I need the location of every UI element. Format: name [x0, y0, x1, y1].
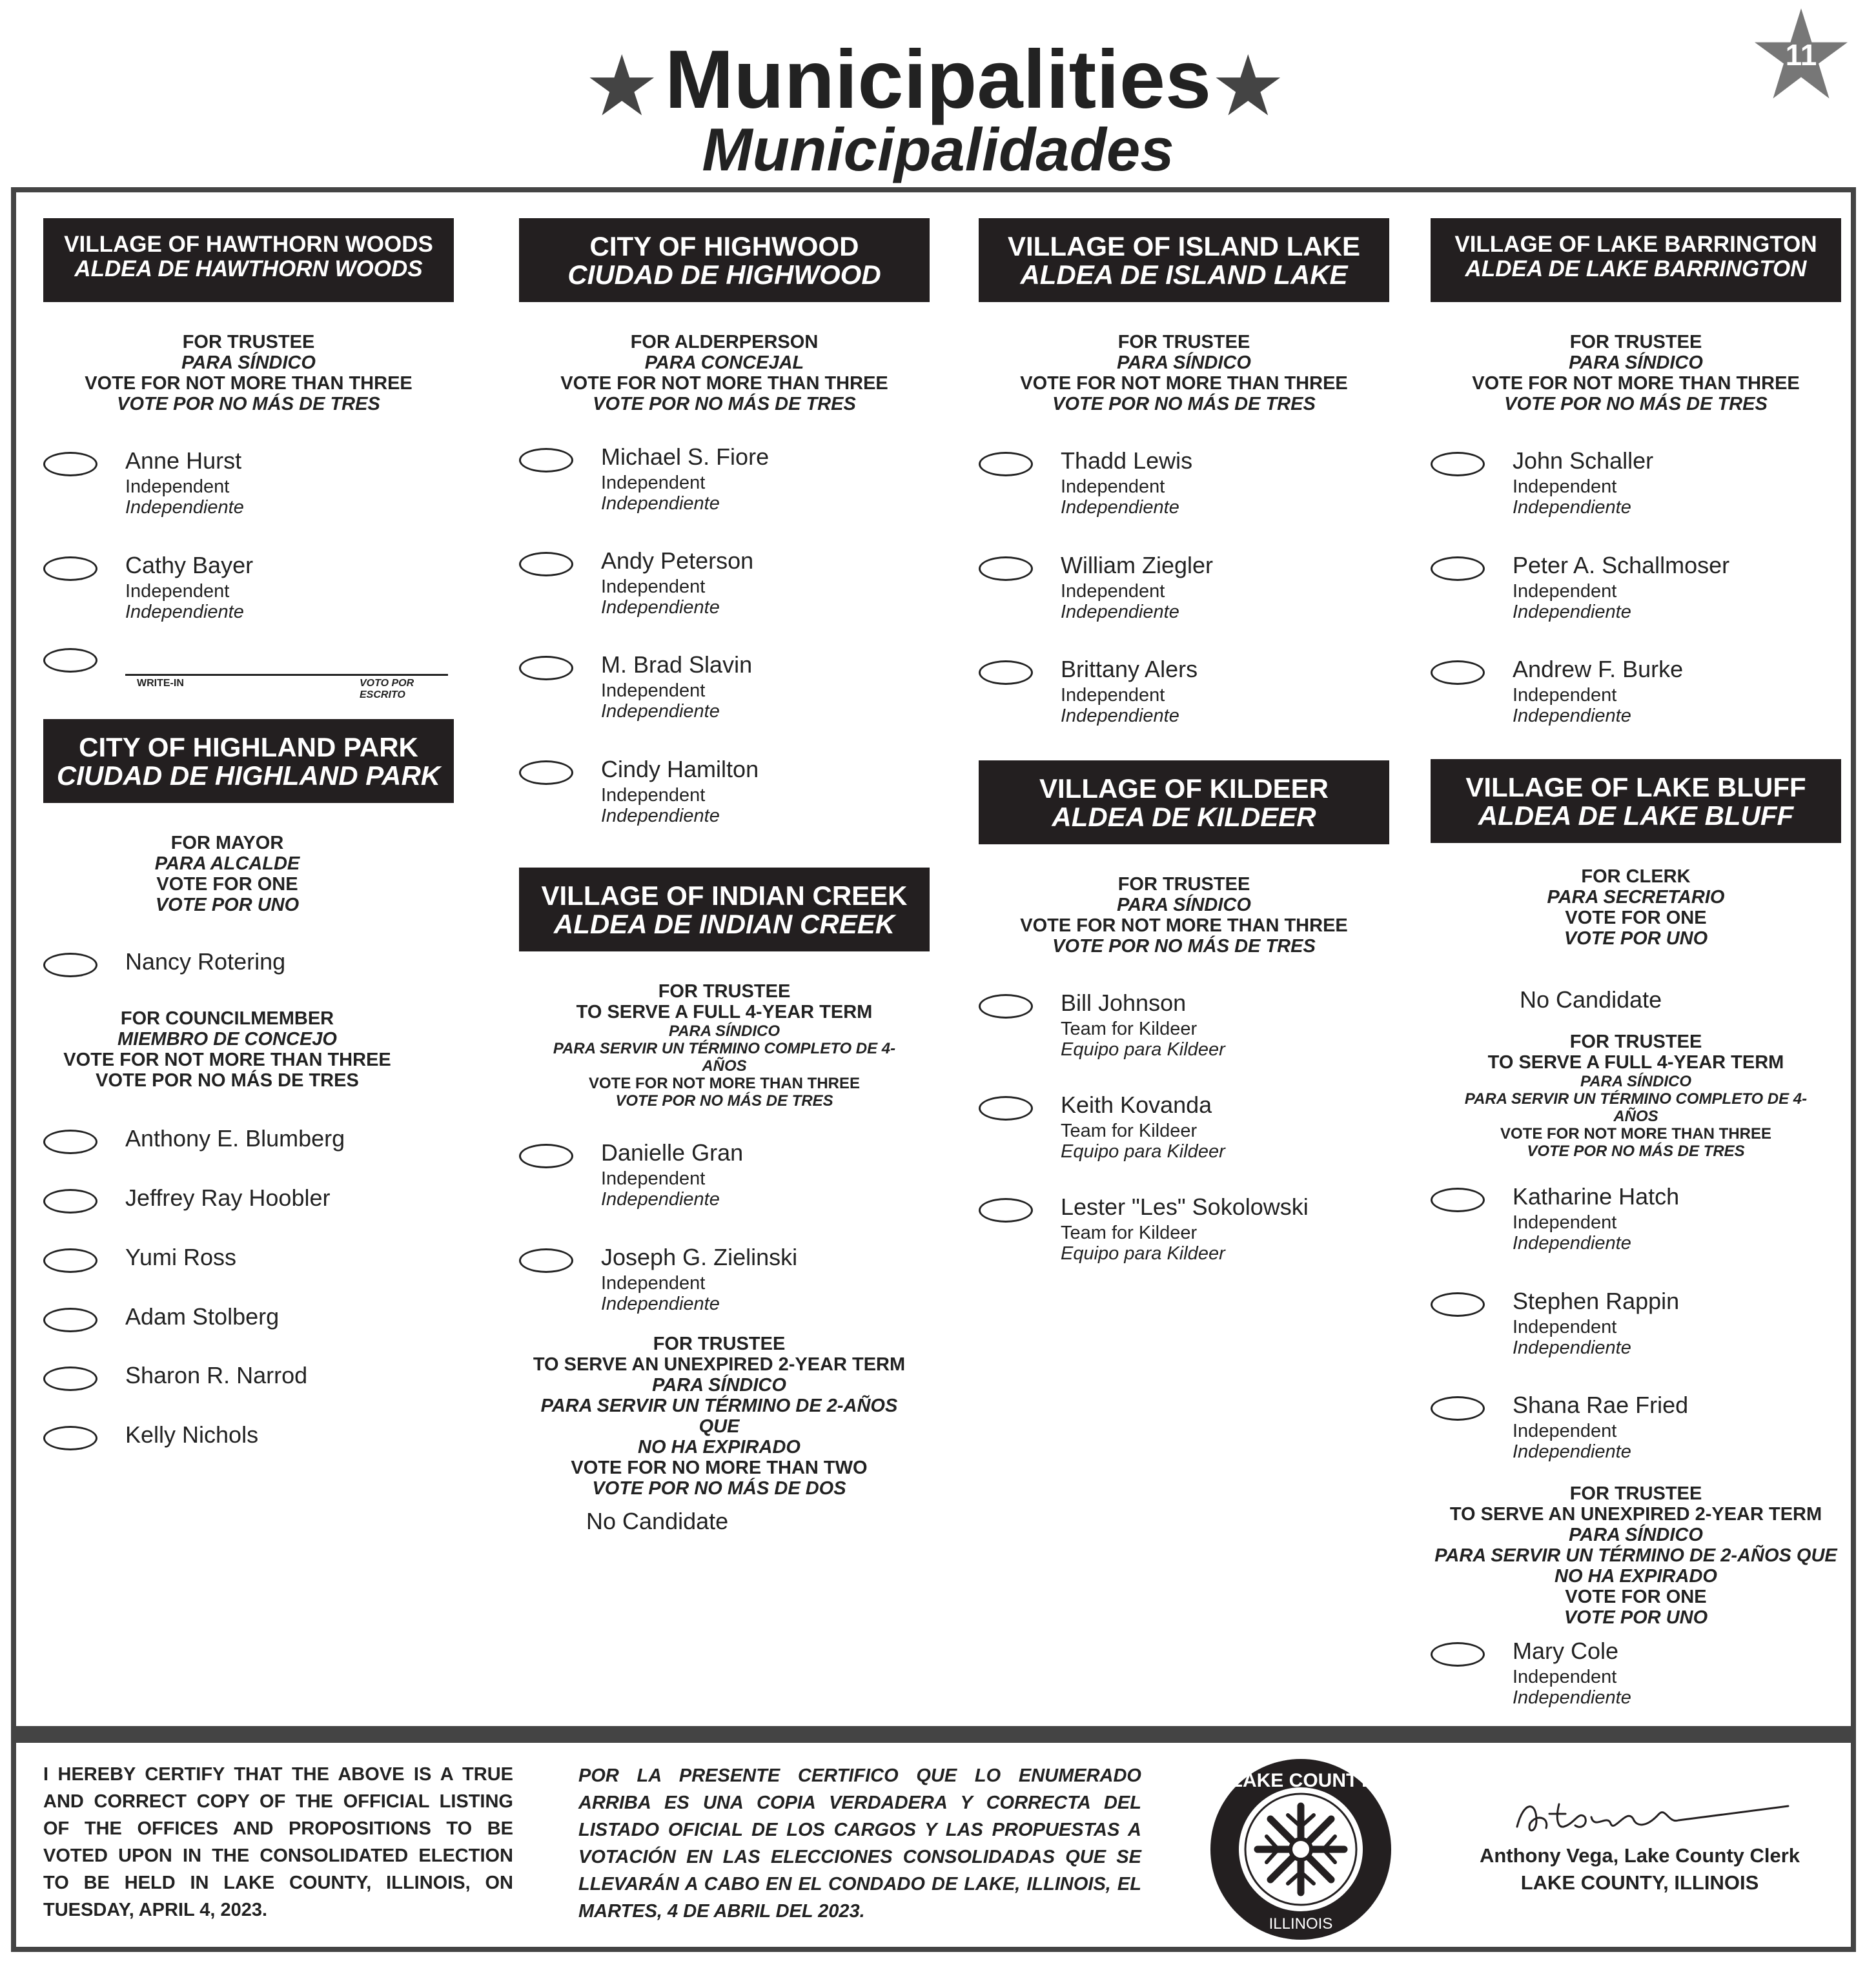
candidate-party-es: Independiente [1061, 602, 1179, 622]
candidate-row [43, 552, 454, 627]
candidate-row [1431, 656, 1841, 731]
vote-oval[interactable] [43, 1248, 97, 1273]
candidate-party: Independent [601, 680, 706, 701]
municipality-banner: VILLAGE OF LAKE BARRINGTON ALDEA DE LAKE BARRINGTON [1431, 218, 1841, 302]
candidate-name: Danielle Gran [601, 1139, 744, 1166]
candidate-row [1431, 1183, 1841, 1259]
seal-label: LAKE COUNTY [1230, 1770, 1371, 1791]
candidate-party: Independent [1513, 685, 1617, 706]
candidate-party-es: Independiente [125, 602, 244, 622]
write-in-label-es: VOTO POR ESCRITO [360, 678, 414, 700]
candidate-row [979, 447, 1389, 523]
page-number: 11 [1785, 38, 1817, 72]
candidate-row [519, 1139, 930, 1215]
candidate-party: Independent [1061, 581, 1165, 602]
vote-oval[interactable] [43, 1189, 97, 1214]
candidate-party: Independent [601, 1168, 706, 1189]
candidate-row [1431, 447, 1841, 523]
candidate-party: Independent [1061, 476, 1165, 497]
candidate-party-es: Independiente [1513, 602, 1631, 622]
candidate-name: Andy Peterson [601, 547, 754, 574]
candidate-party: Team for Kildeer [1061, 1223, 1198, 1243]
vote-oval[interactable] [979, 452, 1033, 476]
candidate-party: Independent [1513, 1421, 1617, 1441]
candidate-party-es: Independiente [1513, 1233, 1631, 1254]
office-heading: FOR CLERK PARA SECRETARIO VOTE FOR ONE VOTE POR UNO [1547, 866, 1725, 949]
candidate-row [43, 447, 454, 523]
candidate-name: Bill Johnson [1061, 990, 1187, 1016]
candidate-party: Independent [1513, 476, 1617, 497]
candidate-name: Keith Kovanda [1061, 1092, 1212, 1118]
candidate-party: Independent [125, 581, 230, 602]
candidate-row [519, 443, 930, 519]
candidate-row [1431, 1392, 1841, 1467]
candidate-name: Katharine Hatch [1513, 1183, 1680, 1210]
candidate-party-es: Independiente [601, 1294, 720, 1314]
vote-oval[interactable] [979, 1198, 1033, 1223]
office-heading: FOR TRUSTEE TO SERVE AN UNEXPIRED 2-YEAR TERM PARA SÍNDICO PARA SERVIR UN TÉRMINO DE 2-AÑOS QUE NO HA EXPIRADO VOTE FOR ONE VOTE POR UNO [1434, 1483, 1837, 1628]
candidate-party: Independent [601, 785, 706, 806]
vote-oval[interactable] [1431, 1188, 1485, 1212]
candidate-name: Nancy Rotering [125, 948, 286, 975]
candidate-party: Independent [601, 576, 706, 597]
office-heading: FOR TRUSTEE TO SERVE A FULL 4-YEAR TERM PARA SÍNDICO PARA SERVIR UN TÉRMINO COMPLETO DE 4- AÑOS VOTE FOR NOT MORE THAN THREE VOTE POR NO MÁS DE TRES [1464, 1031, 1808, 1160]
vote-oval[interactable] [519, 1248, 573, 1273]
vote-oval[interactable] [519, 1144, 573, 1168]
page-number-badge [1753, 6, 1850, 103]
lake-county-seal [1207, 1756, 1394, 1943]
candidate-row [1431, 1288, 1841, 1363]
candidate-row [1431, 1638, 1841, 1713]
candidate-name: Adam Stolberg [125, 1303, 280, 1330]
candidate-party: Independent [1513, 1212, 1617, 1233]
star-icon: ★ [1210, 39, 1286, 133]
vote-oval[interactable] [519, 552, 573, 576]
candidate-name: Cindy Hamilton [601, 756, 759, 782]
candidate-row [519, 756, 930, 831]
candidate-party-es: Independiente [601, 1189, 720, 1210]
candidate-name: Lester "Les" Sokolowski [1061, 1194, 1309, 1220]
candidate-name: John Schaller [1513, 447, 1654, 474]
vote-oval[interactable] [43, 648, 97, 673]
candidate-name: Anne Hurst [125, 447, 242, 474]
municipality-banner: VILLAGE OF ISLAND LAKE ALDEA DE ISLAND LAKE [979, 218, 1389, 302]
candidate-name: Yumi Ross [125, 1244, 237, 1270]
vote-oval[interactable] [1431, 1642, 1485, 1667]
vote-oval[interactable] [1431, 660, 1485, 685]
candidate-name: Kelly Nichols [125, 1421, 259, 1448]
vote-oval[interactable] [43, 556, 97, 581]
candidate-party: Independent [1513, 581, 1617, 602]
municipality-banner: CITY OF HIGHLAND PARK CIUDAD DE HIGHLAND PARK [43, 719, 454, 803]
candidate-name: Jeffrey Ray Hoobler [125, 1184, 331, 1211]
candidate-name: Anthony E. Blumberg [125, 1125, 345, 1152]
vote-oval[interactable] [519, 656, 573, 680]
vote-oval[interactable] [43, 953, 97, 977]
candidate-name: Stephen Rappin [1513, 1288, 1680, 1314]
county-seal-icon [1207, 1756, 1394, 1943]
candidate-party: Team for Kildeer [1061, 1121, 1198, 1141]
candidate-party-es: Independiente [1513, 497, 1631, 518]
vote-oval[interactable] [979, 994, 1033, 1019]
clerk-signature [1504, 1788, 1801, 1846]
candidate-party-es: Independiente [601, 493, 720, 514]
candidate-name: M. Brad Slavin [601, 651, 753, 678]
star-icon: ★ [584, 39, 660, 133]
vote-oval[interactable] [1431, 1396, 1485, 1421]
candidate-row [979, 1194, 1389, 1269]
candidate-party: Independent [1513, 1317, 1617, 1337]
candidate-party-es: Independiente [601, 806, 720, 826]
candidate-party: Independent [1061, 685, 1165, 706]
candidate-party-es: Independiente [1513, 1687, 1631, 1708]
candidate-party-es: Independiente [601, 701, 720, 722]
candidate-party: Team for Kildeer [1061, 1019, 1198, 1039]
vote-oval[interactable] [43, 1367, 97, 1391]
office-heading: FOR COUNCILMEMBER MIEMBRO DE CONCEJO VOTE FOR NOT MORE THAN THREE VOTE POR NO MÁS DE TRES [63, 1008, 391, 1091]
candidate-party: Independent [1513, 1667, 1617, 1687]
candidate-name: Sharon R. Narrod [125, 1362, 308, 1388]
vote-oval[interactable] [979, 556, 1033, 581]
candidate-party-es: Independiente [601, 597, 720, 618]
municipality-banner: VILLAGE OF INDIAN CREEK ALDEA DE INDIAN CREEK [519, 868, 930, 951]
vote-oval[interactable] [979, 660, 1033, 685]
candidate-party-es: Independiente [125, 497, 244, 518]
candidate-row [519, 651, 930, 727]
candidate-name: Mary Cole [1513, 1638, 1619, 1664]
candidate-row [43, 1421, 454, 1497]
candidate-name: Joseph G. Zielinski [601, 1244, 798, 1270]
clerk-place: LAKE COUNTY, ILLINOIS [1520, 1871, 1759, 1894]
office-heading: FOR TRUSTEE TO SERVE AN UNEXPIRED 2-YEAR TERM PARA SÍNDICO PARA SERVIR UN TÉRMINO DE 2-AÑOS QUE NO HA EXPIRADO VOTE FOR NO MORE THAN TWO VOTE POR NO MÁS DE DOS [533, 1334, 906, 1499]
candidate-row [979, 990, 1389, 1065]
office-heading: FOR MAYOR PARA ALCALDE VOTE FOR ONE VOTE POR UNO [154, 833, 300, 915]
municipality-banner: VILLAGE OF HAWTHORN WOODS ALDEA DE HAWTHORN WOODS [43, 218, 454, 302]
office-heading: FOR ALDERPERSON PARA CONCEJAL VOTE FOR NOT MORE THAN THREE VOTE POR NO MÁS DE TRES [560, 332, 888, 414]
candidate-row [979, 656, 1389, 731]
write-in-field[interactable] [125, 674, 448, 676]
signature-icon [1504, 1788, 1801, 1846]
candidate-row [979, 1092, 1389, 1167]
candidate-name: Brittany Alers [1061, 656, 1198, 682]
candidate-party-es: Independiente [1513, 1337, 1631, 1358]
vote-oval[interactable] [1431, 556, 1485, 581]
page-subtitle: Municipalidades [702, 116, 1174, 183]
vote-oval[interactable] [43, 1308, 97, 1332]
candidate-name: Shana Rae Fried [1513, 1392, 1689, 1418]
candidate-party-es: Equipo para Kildeer [1061, 1039, 1225, 1060]
page-header [0, 0, 1876, 187]
municipality-banner: CITY OF HIGHWOOD CIUDAD DE HIGHWOOD [519, 218, 930, 302]
no-candidate-text: No Candidate [586, 1508, 729, 1534]
clerk-name: Anthony Vega, Lake County Clerk [1479, 1844, 1800, 1867]
office-heading: FOR TRUSTEE TO SERVE A FULL 4-YEAR TERM PARA SÍNDICO PARA SERVIR UN TÉRMINO COMPLETO DE 4- AÑOS VOTE FOR NOT MORE THAN THREE VOTE POR NO MÁS DE TRES [553, 981, 896, 1110]
vote-oval[interactable] [1431, 452, 1485, 476]
candidate-party-es: Independiente [1061, 497, 1179, 518]
vote-oval[interactable] [979, 1096, 1033, 1121]
candidate-row [979, 552, 1389, 627]
vote-oval[interactable] [519, 760, 573, 785]
candidate-row [1431, 552, 1841, 627]
write-in-label: WRITE-IN [137, 678, 184, 689]
candidate-party-es: Independiente [1513, 1441, 1631, 1462]
certification-text-es: POR LA PRESENTE CERTIFICO QUE LO ENUMERADO ARRIBA ES UNA COPIA VERDADERA Y CORRECTA DEL LISTADO OFICIAL DE LOS CARGOS Y LAS PROPUESTAS A VOTACIÓN EN LAS ELECCIONES CONSOLIDADAS QUE SE LLEVARÁN A CABO EN EL CONDADO DE LAKE, ILLINOIS, EL MARTES, 4 DE ABRIL DEL 2023. [578, 1765, 1141, 1922]
candidate-party: Independent [125, 476, 230, 497]
page-title: Municipalities [664, 34, 1212, 126]
candidate-name: Michael S. Fiore [601, 443, 770, 470]
vote-oval[interactable] [519, 448, 573, 472]
candidate-name: Andrew F. Burke [1513, 656, 1684, 682]
candidate-party: Independent [601, 1273, 706, 1294]
no-candidate-text: No Candidate [1520, 986, 1662, 1013]
write-in-row [43, 648, 454, 719]
candidate-party-es: Equipo para Kildeer [1061, 1243, 1225, 1264]
vote-oval[interactable] [43, 452, 97, 476]
vote-oval[interactable] [1431, 1292, 1485, 1317]
candidate-party-es: Independiente [1061, 706, 1179, 726]
candidate-party-es: Equipo para Kildeer [1061, 1141, 1225, 1162]
candidate-name: Cathy Bayer [125, 552, 254, 578]
candidate-name: William Ziegler [1061, 552, 1214, 578]
office-heading: FOR TRUSTEE PARA SÍNDICO VOTE FOR NOT MORE THAN THREE VOTE POR NO MÁS DE TRES [85, 332, 413, 414]
office-heading: FOR TRUSTEE PARA SÍNDICO VOTE FOR NOT MORE THAN THREE VOTE POR NO MÁS DE TRES [1472, 332, 1800, 414]
candidate-party-es: Independiente [1513, 706, 1631, 726]
vote-oval[interactable] [43, 1130, 97, 1154]
office-heading: FOR TRUSTEE PARA SÍNDICO VOTE FOR NOT MORE THAN THREE VOTE POR NO MÁS DE TRES [1020, 332, 1348, 414]
seal-label-state: ILLINOIS [1269, 1915, 1333, 1933]
candidate-name: Thadd Lewis [1061, 447, 1193, 474]
certification-text-en: I HEREBY CERTIFY THAT THE ABOVE IS A TRUE AND CORRECT COPY OF THE OFFICIAL LISTING OF THE OFFICES AND PROPOSITIONS TO BE VOTED UPON IN THE CONSOLIDATED ELECTION TO BE HELD IN LAKE COUNTY, ILLINOIS, ON TUESDAY, APRIL 4, 2023. [43, 1764, 513, 1920]
candidate-row [519, 547, 930, 623]
municipality-banner: VILLAGE OF LAKE BLUFF ALDEA DE LAKE BLUFF [1431, 759, 1841, 843]
vote-oval[interactable] [43, 1426, 97, 1450]
office-heading: FOR TRUSTEE PARA SÍNDICO VOTE FOR NOT MORE THAN THREE VOTE POR NO MÁS DE TRES [1020, 874, 1348, 957]
municipality-banner: VILLAGE OF KILDEER ALDEA DE KILDEER [979, 760, 1389, 844]
candidate-party: Independent [601, 472, 706, 493]
candidate-row [519, 1244, 930, 1319]
candidate-name: Peter A. Schallmoser [1513, 552, 1730, 578]
